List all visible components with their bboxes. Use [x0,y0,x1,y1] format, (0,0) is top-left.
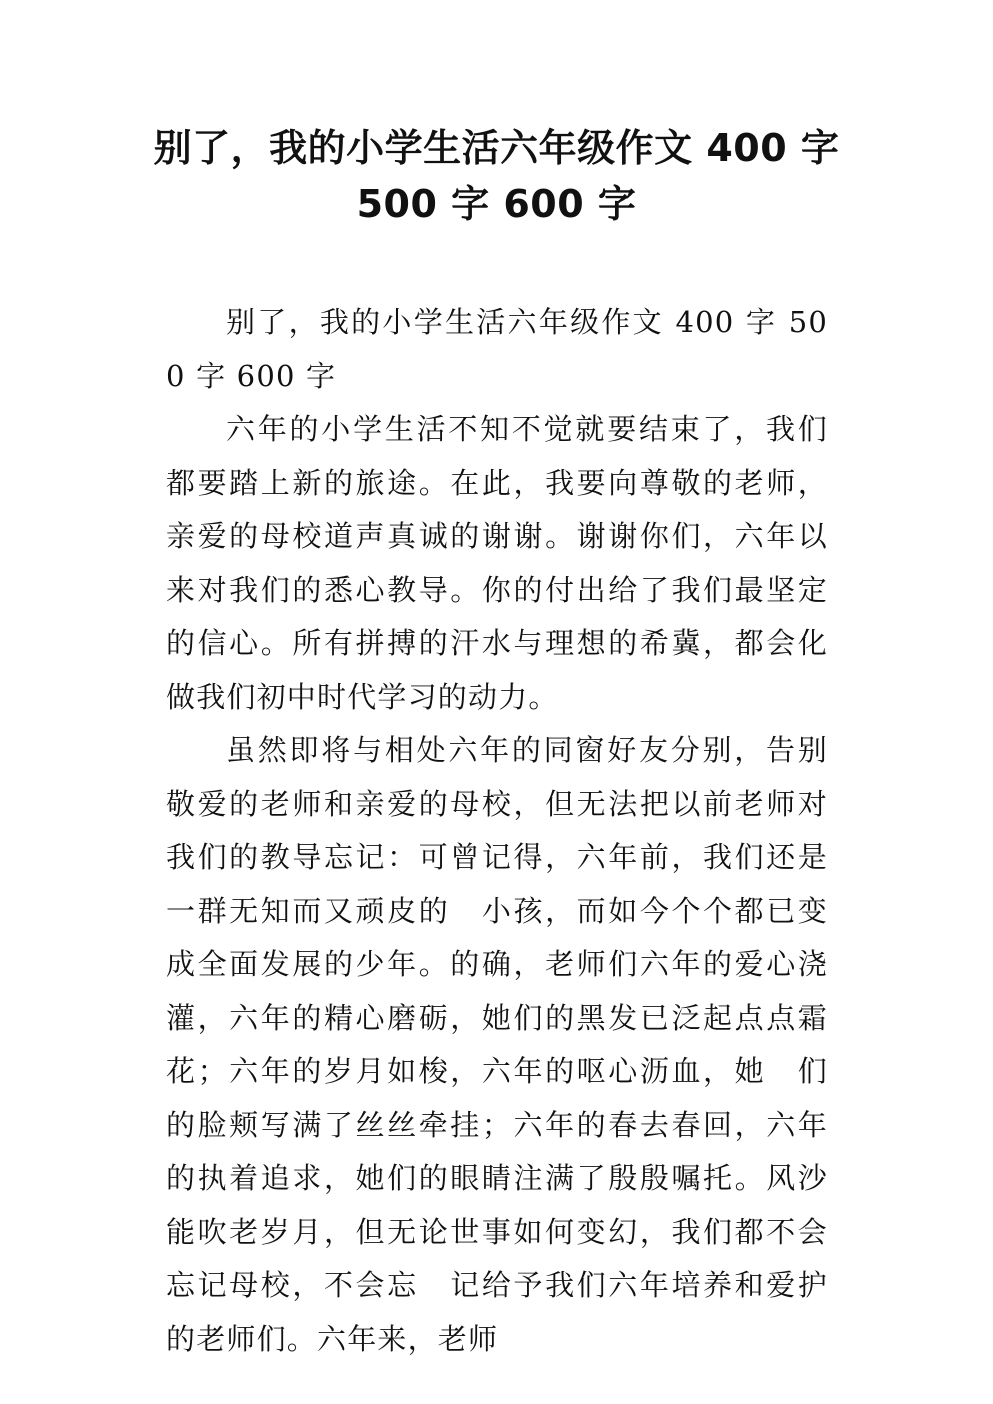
paragraph-heading-repeat: 别了，我的小学生活六年级作文 400 字 500 字 600 字 [166,305,828,393]
document-title: 别了，我的小学生活六年级作文 400 字 500 字 600 字 [153,126,840,226]
document-body [166,296,828,1366]
paragraph-1: 六年的小学生活不知不觉就要结束了，我们都要踏上新的旅途。在此，我要向尊敬的老师，亲爱的母校道声真诚的谢谢。谢谢你们，六年以来对我们的悉心教导。你的付出给了我们最坚定的信心。所有拼搏的汗水与理想的希冀，都会化做我们初中时代学习的动力。 [166,412,828,714]
paragraph-2: 虽然即将与相处六年的同窗好友分别，告别敬爱的老师和亲爱的母校，但无法把以前老师对我们的教导忘记：可曾记得，六年前，我们还是一群无知而又顽皮的 小孩，而如今个个都已变成全面发展的少年。的确，老师们六年的爱心浇灌，六年的精心磨砺，她们的黑发已泛起点点霜花；六年的岁月如梭，六年的呕心沥血，她 们的脸颊写满了丝丝牵挂；六年的春去春回，六年的执着追求，她们的眼睛注满了殷殷嘱托。风沙能吹老岁月，但无论世事如何变幻，我们都不会忘记母校，不会忘 记给予我们六年培养和爱护的老师们。六年来，老师 [166,733,828,1356]
